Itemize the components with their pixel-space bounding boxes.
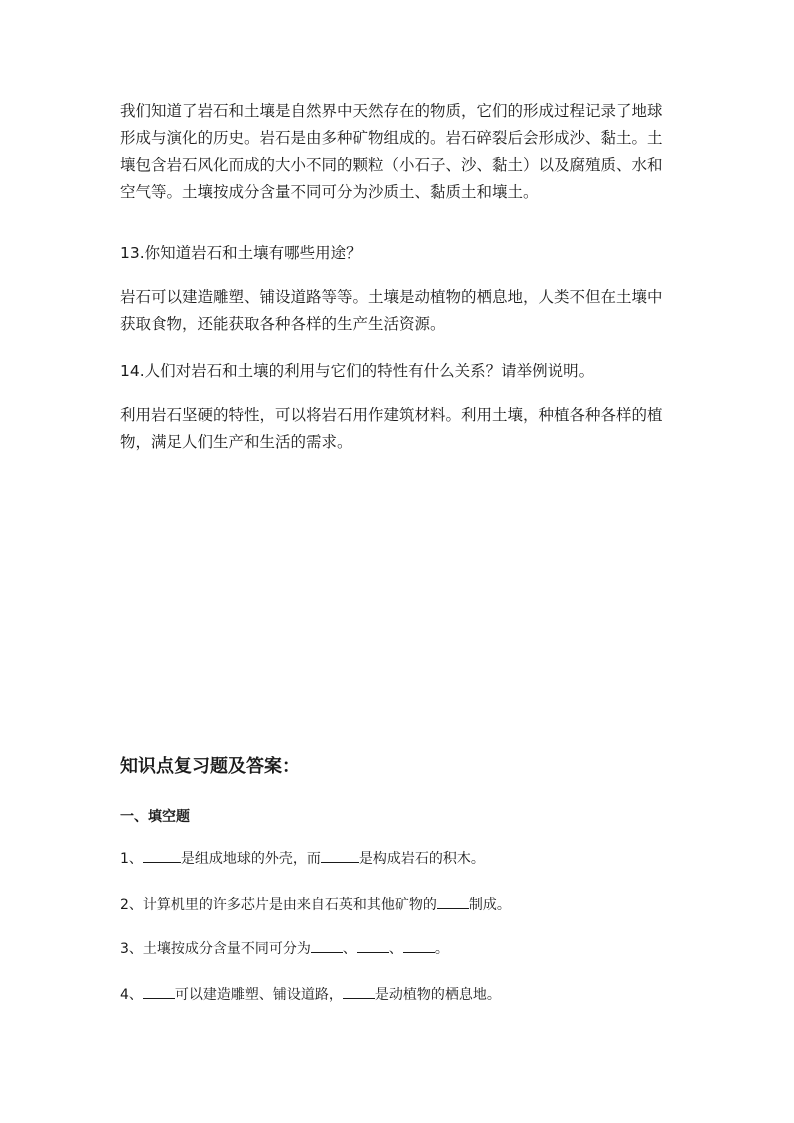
item-text: 计算机里的许多芯片是由来自石英和其他矿物的 bbox=[142, 897, 437, 913]
text-line: 获取食物，还能获取各种各样的生产生活资源。 bbox=[120, 315, 446, 333]
item-text: 土壤按成分含量不同可分为 bbox=[142, 941, 311, 957]
intro-paragraph bbox=[120, 98, 680, 206]
answer-blank bbox=[357, 938, 389, 953]
answer-13 bbox=[120, 284, 680, 338]
item-text: 、 bbox=[342, 941, 357, 957]
answer-blank bbox=[311, 938, 343, 953]
fill-item-3 bbox=[120, 938, 449, 958]
text-line: 利用岩石坚硬的特性，可以将岩石用作建筑材料。利用土壤，种植各种各样的植 bbox=[120, 406, 663, 424]
text-line: 形成与演化的历史。岩石是由多种矿物组成的。岩石碎裂后会形成沙、黏土。土 bbox=[120, 129, 663, 147]
review-title: 知识点复习题及答案： bbox=[120, 756, 300, 777]
question-14: 14.人们对岩石和土壤的利用与它们的特性有什么关系？请举例说明。 bbox=[120, 362, 595, 380]
item-text: 制成。 bbox=[468, 897, 511, 913]
answer-blank bbox=[143, 984, 175, 999]
item-text: 。 bbox=[434, 941, 449, 957]
text-line: 岩石可以建造雕塑、铺设道路等等。土壤是动植物的栖息地，人类不但在土壤中 bbox=[120, 288, 663, 306]
text-line: 我们知道了岩石和土壤是自然界中天然存在的物质，它们的形成过程记录了地球 bbox=[120, 102, 663, 120]
text-line: 空气等。土壤按成分含量不同可分为沙质土、黏质土和壤土。 bbox=[120, 183, 539, 201]
answer-blank bbox=[321, 848, 359, 863]
item-text: 、 bbox=[388, 941, 403, 957]
item-number: 1、 bbox=[120, 851, 143, 867]
answer-blank bbox=[343, 984, 375, 999]
fill-item-1 bbox=[120, 848, 485, 868]
item-text: 是动植物的栖息地。 bbox=[374, 987, 501, 1003]
fill-item-2 bbox=[120, 894, 511, 914]
fill-item-4 bbox=[120, 984, 501, 1004]
answer-blank bbox=[143, 848, 181, 863]
item-number: 3、 bbox=[120, 941, 143, 957]
item-text: 是组成地球的外壳，而 bbox=[180, 851, 321, 867]
answer-14 bbox=[120, 402, 680, 456]
answer-blank bbox=[403, 938, 435, 953]
item-text: 是构成岩石的积木。 bbox=[358, 851, 485, 867]
question-13: 13.你知道岩石和土壤有哪些用途？ bbox=[120, 244, 362, 262]
fill-blank-heading: 一、填空题 bbox=[120, 809, 190, 825]
item-number: 4、 bbox=[120, 987, 143, 1003]
item-number: 2、 bbox=[120, 897, 143, 913]
text-line: 壤包含岩石风化而成的大小不同的颗粒（小石子、沙、黏土）以及腐殖质、水和 bbox=[120, 156, 663, 174]
text-line: 物，满足人们生产和生活的需求。 bbox=[120, 433, 353, 451]
item-text: 可以建造雕塑、铺设道路， bbox=[174, 987, 343, 1003]
answer-blank bbox=[437, 894, 469, 909]
